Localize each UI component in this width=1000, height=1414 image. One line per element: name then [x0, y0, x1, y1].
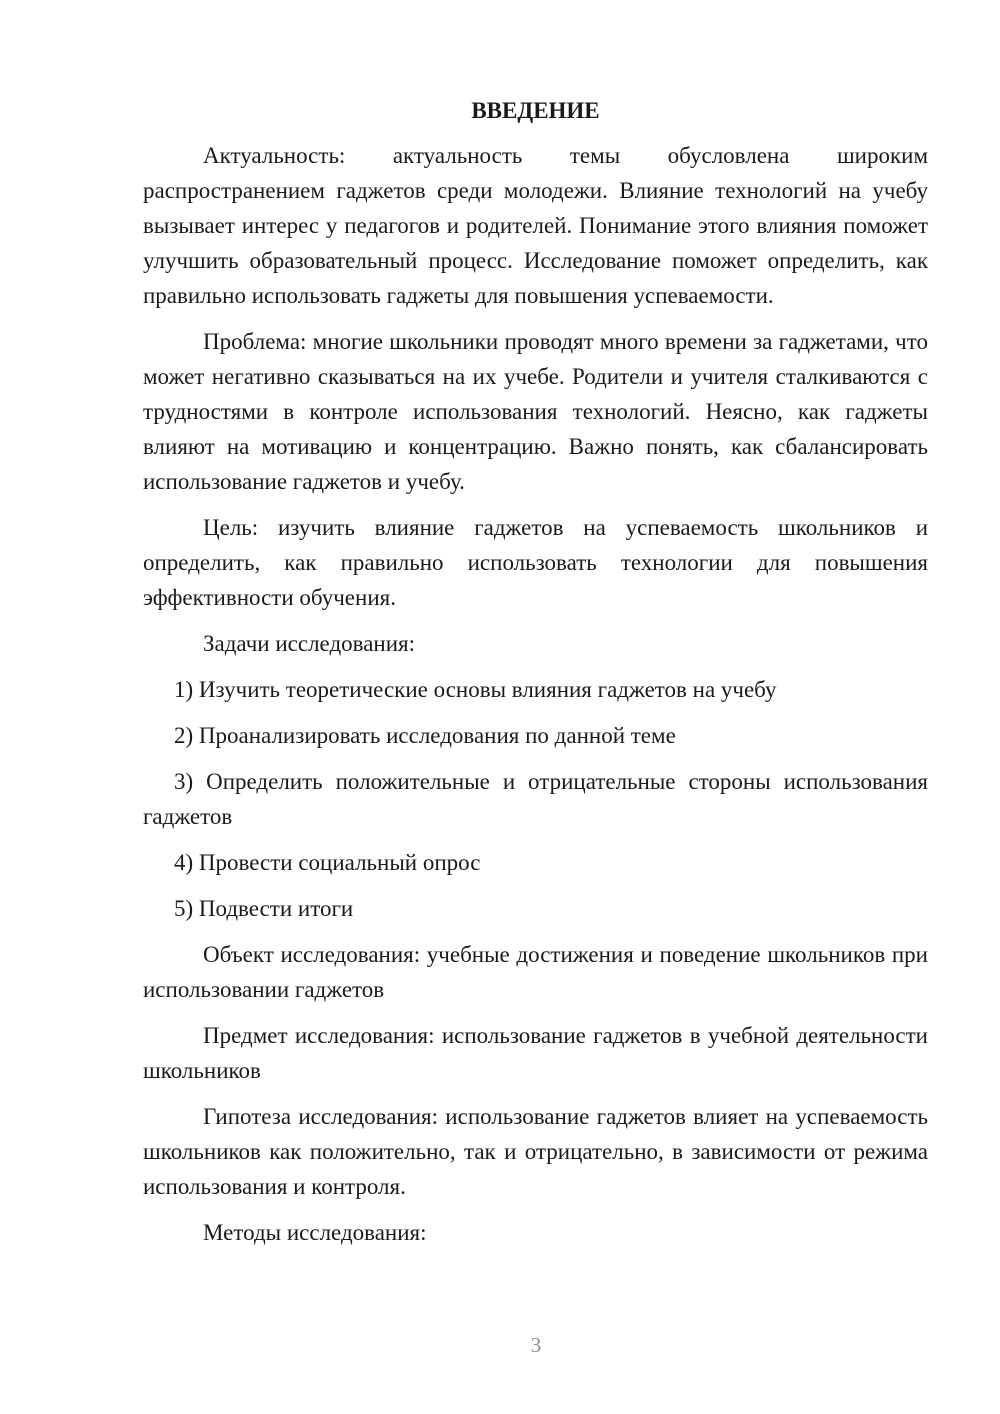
task-item-1: 1) Изучить теоретические основы влияния гаджетов на учебу [174, 677, 777, 702]
problem-paragraph: Проблема: многие школьники проводят много времени за гаджетами, что может негативно сказываться на их учебе. Родители и учителя сталкиваются с трудностями в контроле использования технологий. Неясно, как гаджеты влияют на мотивацию и концентрацию. Важно понять, как сбалансировать использование гаджетов и учебу. [143, 329, 928, 494]
page-number: 3 [530, 1333, 542, 1357]
task-item-2: 2) Проанализировать исследования по данной теме [174, 723, 676, 748]
section-title: ВВЕДЕНИЕ [471, 98, 600, 123]
tasks-heading: Задачи исследования: [203, 631, 416, 656]
methods-heading: Методы исследования: [203, 1220, 427, 1245]
relevance-paragraph: Актуальность: актуальность темы обусловлена широким распространением гаджетов среди молодежи. Влияние технологий на учебу вызывает интерес у педагогов и родителей. Понимание этого влияния поможет улучшить образовательный процесс. Исследование поможет определить, как правильно использовать гаджеты для повышения успеваемости. [143, 143, 928, 308]
subject-paragraph: Предмет исследования: использование гаджетов в учебной деятельности школьников [143, 1023, 928, 1083]
hypothesis-paragraph: Гипотеза исследования: использование гаджетов влияет на успеваемость школьников как положительно, так и отрицательно, в зависимости от режима использования и контроля. [143, 1104, 928, 1199]
page-body [143, 93, 928, 1261]
object-paragraph: Объект исследования: учебные достижения и поведение школьников при использовании гаджетов [143, 942, 928, 1002]
goal-paragraph: Цель: изучить влияние гаджетов на успеваемость школьников и определить, как правильно использовать технологии для повышения эффективности обучения. [143, 515, 928, 610]
task-item-5: 5) Подвести итоги [174, 896, 354, 921]
task-item-3: 3) Определить положительные и отрицательные стороны использования гаджетов [143, 769, 928, 829]
task-item-4: 4) Провести социальный опрос [174, 850, 481, 875]
